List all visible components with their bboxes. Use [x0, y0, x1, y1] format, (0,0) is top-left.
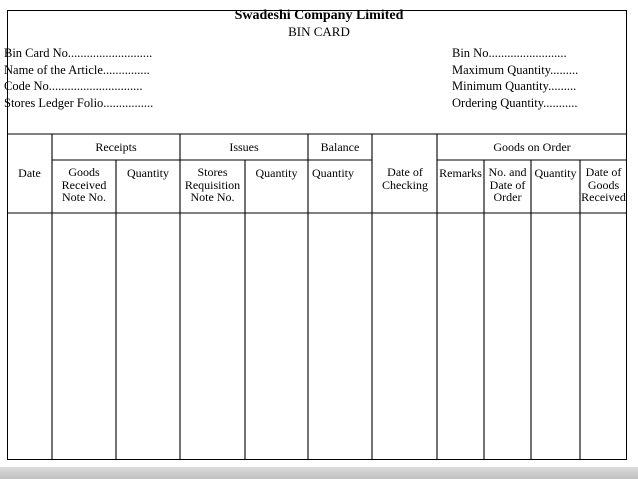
issues-group-header: Issues [229, 140, 259, 154]
minimum-quantity-field: Minimum Quantity......... [452, 79, 577, 93]
maximum-quantity-field: Maximum Quantity......... [452, 62, 579, 77]
date-column-header: Date [18, 166, 41, 180]
receipts-quantity-header: Quantity [127, 166, 169, 180]
goods-on-order-group-header: Goods on Order [493, 140, 571, 154]
date-of-checking-header: Date of Checking [382, 165, 428, 192]
order-no-date-header: No. and Date of Order [488, 165, 527, 204]
goods-received-note-header: Goods Received Note No. [61, 165, 107, 204]
remarks-header: Remarks [439, 166, 482, 180]
balance-group-header: Balance [320, 140, 360, 154]
stores-requisition-note-header: Stores Requisition Note No. [184, 165, 241, 204]
bin-card-no-field: Bin Card No........................... [4, 46, 153, 60]
company-name: Swadeshi Company Limited [234, 8, 404, 23]
date-goods-received-header: Date of Goods Received [581, 165, 626, 204]
balance-quantity-header: Quantity [312, 166, 354, 180]
form-title: BIN CARD [288, 24, 350, 39]
issues-quantity-header: Quantity [255, 166, 298, 180]
order-quantity-header: Quantity [534, 166, 577, 180]
ledger-folio-field: Stores Ledger Folio................ [4, 95, 154, 110]
code-no-field: Code No.............................. [4, 79, 143, 93]
ordering-quantity-field: Ordering Quantity........... [452, 95, 578, 110]
page-bottom-shadow [0, 467, 638, 479]
receipts-group-header: Receipts [95, 140, 137, 154]
article-name-field: Name of the Article............... [4, 62, 150, 77]
bin-no-field: Bin No......................... [452, 46, 567, 60]
